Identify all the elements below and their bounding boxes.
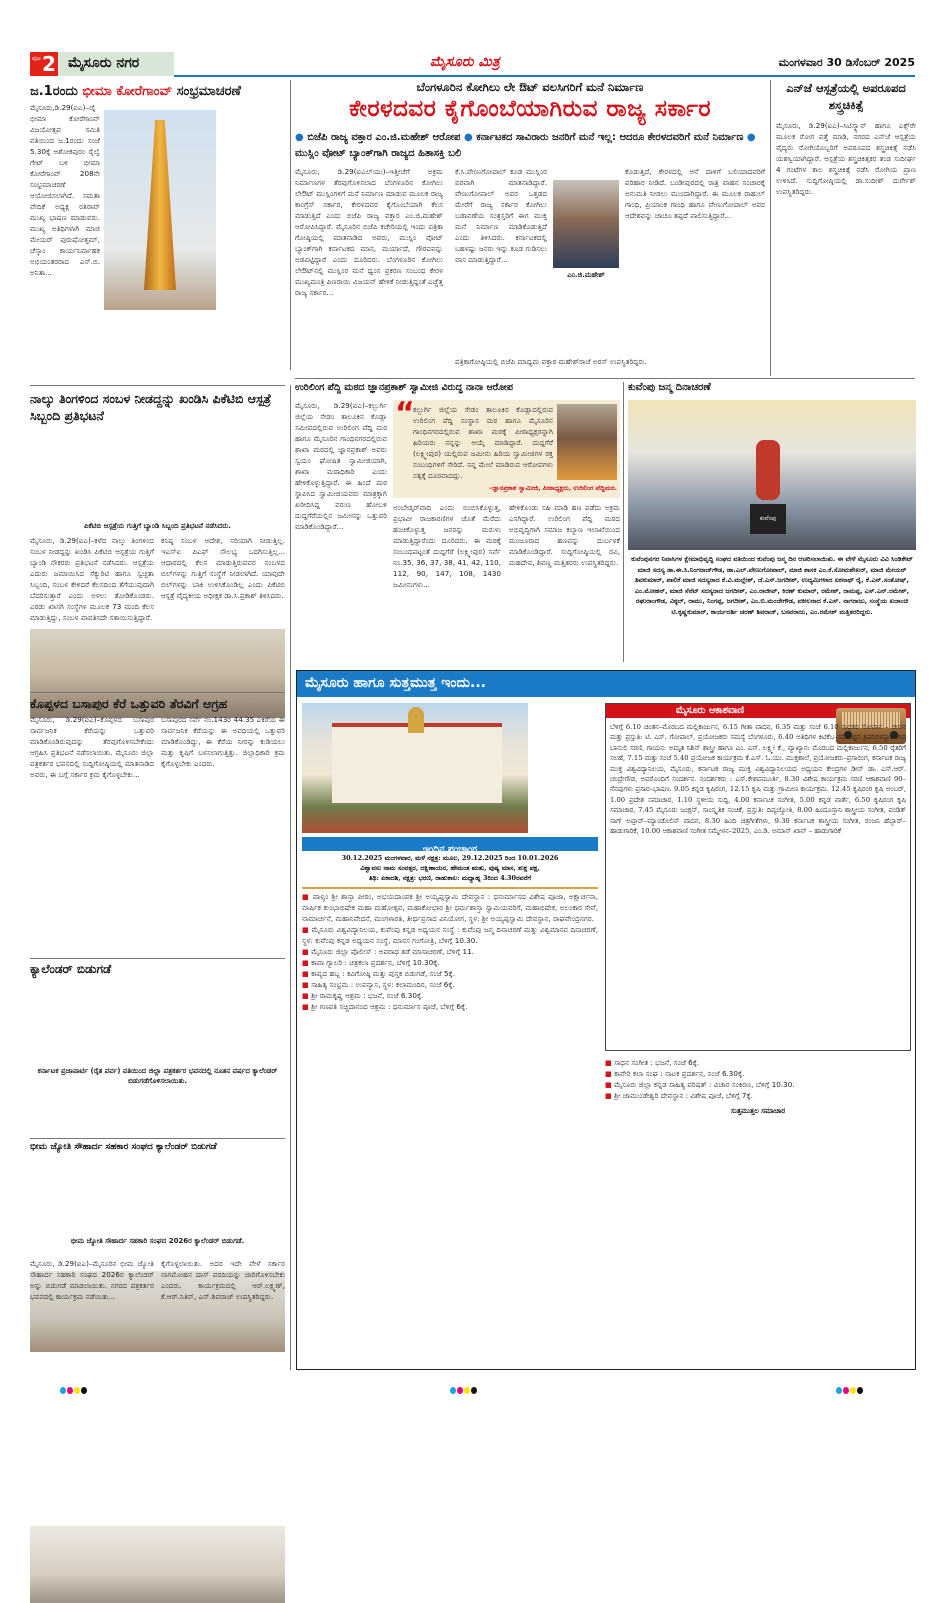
bhima-jyothi-headline: ಭೀಮ ಜ್ಯೋತಿ ಸೌಹಾರ್ದ ಸಹಕಾರ ಸಂಘದ ಕ್ಯಾಲೆಂಡರ್ ಬಿಡುಗಡೆ [30,1142,217,1152]
today-box [296,670,916,1370]
lead-headline: ಕೇರಳದವರ ಕೈಗೊಂಬೆಯಾಗಿರುವ ರಾಜ್ಯ ಸರ್ಕಾರ [348,96,712,122]
right-events-footer: ಸುತ್ತಮುತ್ತಲ ಸಮಾಚಾರ [730,1107,786,1115]
bhima-koregaon-headline: ಜ.1ರಂದು ಭೀಮಾ ಕೋರೆಗಾಂವ್ ಸಂಭ್ರಮಾಚರಣೆ [30,84,241,99]
event-item: ■ ಸಾಧನ ಸಂಗೀತ : ಭಜನೆ, ಸಂಜೆ 6ಕ್ಕೆ. [605,1058,700,1067]
kuvempu-story [628,382,916,662]
event-item: ■ ಮೈಸೂರು ಜಿಲ್ಲಾ ಕನ್ನಡ ಸಾಹಿತ್ಯ ಪರಿಷತ್ : ವಿಚಾರ ಸಂಕಿರಣ, ಬೆಳಿಗ್ಗೆ 10.30. [605,1080,795,1089]
bhima-koregaon-body: ಮೈಸೂರು,ಡಿ.29(ಐಎ)–ಜೈ ಭೀಮಾ ಕೋರೆಗಾಂವ್ ವಿಜಯೋತ್ಸವ ಸಮಿತಿ ವತಿಯಿಂದ ಜ.1ರಂದು ಸಂಜೆ 5.30ಕ್ಕೆ ಅಶೋಕಪುರಂ ರೈಲ್ವೆ ಗೇಟ್ ಬಳಿ ಭೀಮಾ ಕೋರೆಗಾಂವ್ 208ನೇ ಸಂಭ್ರಮಾಚರಣೆ ಆಯೋಜಿಸಲಾಗಿದೆ. ಸಮತಾ ವೇದಿಕೆ ಅಧ್ಯಕ್ಷ ರತಿರಾವ್ ಮುಖ್ಯ ಭಾಷಣ ಮಾಡುವರು. ಮುಖ್ಯ ಅತಿಥಿಗಳಾಗಿ ಮಾಜಿ ಮೇಯರ್ ಪುರುಷೋತ್ತಮ್, ಚೆಸ್ಕಾಂ ಕಾರ್ಯನಿರ್ವಾಹಕ ಅಭಿಯಂತರರಾದ ಎಸ್.ಬಿ. ಅನಿತಾ... [30,103,100,277]
bhima-koregaon-body-right [220,102,285,312]
lead-story [295,80,765,376]
panchanga-title: ಇಂದಿನ ಪಂಚಾಂಗ [422,844,478,855]
akashavani-body: ಬೆಳಿಗ್ಗೆ 6.10 ಚಿಂತನ–ಮೊರಬದ ಮಲ್ಲಿಕಾರ್ಜುನ, 6.15 ಗೀತಾ ವಾದನ, 6.35 ಮತ್ತು ಸಂಜೆ 6.10 ಸಾಧಕರ ಸೋಪಾನ – ಜೀವನ ಮತ್ತು ಪ್ರಸ್ತುತಿ: ಟಿ. ಎಸ್. ಗೋಪಾಲ್, ಪ್ರಯೋಜಕರು ಸಮಸ್ಯೆ ಬೆಂಗಳೂರು, 6.40 ಅತಿಥಿಗಳ ಕಿಟಿಕೆಬ–ಸರ್ಪಾಟ್ಟಿನ ತ್ರಿಪದಿಗಳನ್ನಾಧರಿಸಿದ ಬಾನುಲಿ ಸರಣಿ, ಗಾಯನ: ಅಮೃತ ನಿಶಿನ್ ಶಾಸ್ತ್ರೀ ಹಾಗೂ ಎಂ. ಎಸ್. ಲಕ್ಷ್ಮೀ ಕೆ., ವ್ಯಾಖ್ಯಾನ: ಮೊರಬದ ಮಲ್ಲಿಕಾರ್ಜುನ, 6.50 ರೈತರಿಗೆ ಸಲಹೆ, 7.15 ಮತ್ತು ಸಂಜೆ 5.40 ಪ್ರಯೋಜಕ ಕಾರ್ಯಕ್ರಮ ಕೆ.ಎಸ್. ಓ.ಯು. ಮುಕ್ತಶಾಲೆ, ಪ್ರಯೋಜಕರು–ಪ್ರಸಾರಂಗ, ಕರ್ನಾಟಕ ರಾಜ್ಯ ಮುಕ್ತ ವಿಶ್ವವಿದ್ಯಾನಿಲಯ, ಮೈಸೂರು, ಕರ್ನಾಟಕ ರಾಜ್ಯ ಮುಕ್ತ ವಿಶ್ವವಿದ್ಯಾನಿಲಯದ ಅಧ್ಯಯನ ಕೇಂದ್ರಗಳ ಡೀನ್ ಡಾ. ಎಸ್.ಆರ್. ಚಂದ್ರೇಗೌಡ, ಅವರೊಂದಿಗೆ ಸಂದರ್ಶನ. ಸಂದರ್ಶಕರು : ಎಸ್.ಕೇಶವಮೂರ್ತಿ, 8.30 ವಿಶೇಷ ಕಾರ್ಯಕ್ರಮ ಸರಣಿ ಆಕಾಶವಾಣಿ 90–ನೆನಪುಗಳು ಪ್ರಸಾರ–ಭಾಷಣ. 9.05 ಕನ್ನಡ ಕೃಷಿರಂಗ, 12.15 ಕೃಷಿ ಮತ್ತು ಗ್ರಾಮೀಣ ಕಾರ್ಯಕ್ರಮ. 12.45 ಕೃಷಿರಂಗ ಕೃಷಿ ಅಂಬರ್, 1.00 ಪ್ರದೇಶ ಸಮಾಚಾರ, 1.10 ಸ್ಥಳೀಯ ಸುದ್ದಿ, 4.00 ಕರ್ನಾಟಕ ಸಂಗೀತ, 5.00 ಕನ್ನಡ ವಾರ್ತೆ, 6.50 ಕೃಷಿರಂಗ ಕೃಷಿ ಸಮಾಚಾರ, 7.45 ಮೈಸೂರು ಜಂಕ್ಷನ್, ಸಾಂಸ್ಕೃತಿಕ ಸಂಚಿಕೆ, ಪ್ರಸ್ತುತಿ: ದಿವ್ಯಜ್ಯೋತಿ, 8.00 ಹಿಂದೂಸ್ತಾನಿ ಶಾಸ್ತ್ರೀಯ ಸಂಗೀತ, ಪಂಡಿತ್ ನಾಗ್ ಅಪ್ಪಾರ್–ಮ್ಯಾಂಡೊಲಿನ್ ವಾದನ, 8.30 ಹಿಂದಿ ಚಿತ್ರಗೀತೆಗಳು, 9.30 ಕರ್ನಾಟಕ ಶಾಸ್ತ್ರೀಯ ಸಂಗೀತ, ರಂಜನಿ ಹೆಬ್ಬಾರ್– ಹಾಡುಗಾರಿಕೆ, 10.00 ಆಕಾಶವಾಣಿ ಸಂಗೀತ ಸಮ್ಮೇಳನ–2025, ಎಂ.ಡಿ. ಅಮಾನ್ ಖಾನ್ – ಹಾಡುಗಾರಿಕೆ [610,723,906,836]
nj-hospital-body: ಮೈಸೂರು, ಡಿ.29(ಐಎ)–ಸಿಟಿಸ್ಕ್ಯಾನ್ ಹಾಗೂ ಎಕ್ಸ್‌ರೇ ಮೂಲಕ ರೋಗ ಪತ್ತೆ ಮಾಡಿ, ನಗರದ ಎನ್‌ಜೆ ಆಸ್ಪತ್ರೆಯ ವೈದ್ಯರು ರೋಗಿಯೊಬ್ಬರಿಗೆ ಅಪರೂಪದ ಶಸ್ತ್ರಚಿಕಿತ್ಸೆ ನಡೆಸಿ ಯಶಸ್ವಿಯಾಗಿದ್ದಾರೆ. ಆಸ್ಪತ್ರೆಯ ಶಸ್ತ್ರಚಿಕಿತ್ಸಕರ ತಂಡ ಸುದೀರ್ಘ 4 ಗಂಟೆಗಳ ಕಾಲ ಶಸ್ತ್ರಚಿಕಿತ್ಸೆ ನಡೆಸಿ ರೋಗಿಯ ಪ್ರಾಣ ಉಳಿಸಿದೆ. ಸುದ್ದಿಗೋಷ್ಠಿಯಲ್ಲಿ ಡಾ.ಸುದೀಶ್ ದುರ್ಗೇಶ್ ಉಪಸ್ಥಿತರಿದ್ದರು. [776,121,916,196]
pktb-body-col2: ಕನಿಷ್ಠ ಸಂಬಳ ಆದೇಶ, ಸರಿಯಾಗಿ ನೀಡುತ್ತಿಲ್ಲ. ಇಎಸ್‌ಐ ಪಿಎಫ್ ಸೌಲಭ್ಯ ಒದಗಿಸುತ್ತಿಲ್ಲ... ಆಧಾರದಲ್ಲಿ ಕೆಲಸ ಮಾಡುತ್ತಿರುವವರ ಸಂಬಳದ ಬಿಲ್‌ಗಳನ್ನು ಗುತ್ತಿಗೆ ಸಂಸ್ಥೆಗೆ ನೀಡಲಾಗಿದೆ. ಯಾವುದೇ ಬಿಲ್‌ಗಳನ್ನು ಬಾಕಿ ಉಳಿಸಿಕೊಂಡಿಲ್ಲ ಎಂದು ಪಿಕೆಟಿಬಿ ಆಸ್ಪತ್ರೆ ವೈದ್ಯಕೀಯ ಅಧೀಕ್ಷಕ ಡಾ.ಸಿ.ಪ್ರಕಾಶ್ ತಿಳಿಸಿದರು. [161,536,285,600]
pillar-photo [104,110,216,310]
mysore-palace-photo [302,703,528,833]
lead-body-col2: ಕೆ.ಸಿ.ವೇಣುಗೋಪಾಲ್ ಕೂಡ ಮುಸ್ಲಿಂರ ಪರವಾಗಿ ಮಾತನಾಡಿದ್ದಾರೆ. ವೇಣುಗೋಪಾಲ್ ಅವರ ಒತ್ತಡದ ಮೇರೆಗೆ ರಾಜ್ಯ ಸರ್ಕಾರ ಕೋಗಿಲು ಬಡಾವಣೆಯ ಸಂತ್ರಸ್ತರಿಗೆ ಈಗ ಮುಕ್ತ ಮನೆ ನಿರ್ಮಾಣ ಮಾಡಿಕೊಡುತ್ತಿದೆ ಎಂದು ತಿಳಿಸಿದರು. ಕರ್ನಾಟಕದಲ್ಲಿ ಬಹಳಷ್ಟು ಜನರು ಇನ್ನು ಕೂಡ ಗುಡಿಸಲು ವಾಸ ಮಾಡುತ್ತಿದ್ದಾರೆ... [455,167,547,264]
koppal-headline: ಕೊಪ್ಪಳದ ಬಸಾಪುರ ಕೆರೆ ಒತ್ತುವರಿ ತೆರವಿಗೆ ಆಗ್ರಹ [30,696,228,711]
lead-bullets: ● ಬಿಜೆಪಿ ರಾಜ್ಯ ವಕ್ತಾರ ಎಂ.ಜಿ.ಮಹೇಶ್ ಆರೋಪ ● ಕರ್ನಾಟಕದ ಸಾವಿರಾರು ಜನರಿಗೆ ಮನೆ ಇಲ್ಲ: ಆದರೂ ಕೇರಳದವರಿಗೆ ಮನೆ ನಿರ್ಮಾಣ ● ಮುಸ್ಲಿಂ ವೋಟ್ ಬ್ಯಾಂಕ್‌ಗಾಗಿ ರಾಜ್ಯದ ಹಿತಾಸಕ್ತಿ ಬಲಿ [295,132,756,159]
bhima-jyothi-photo [30,1526,285,1603]
event-item: ■ ಕಾವಾ ಗ್ಯಾಲರಿ : ಚಿತ್ರಕಲಾ ಪ್ರದರ್ಶನ, ಬೆಳಿಗ್ಗೆ 10.30ಕ್ಕೆ. [302,958,440,967]
event-item: ■ ಕಾವೇರಿ ಕಲಾ ಸಂಘ : ನಾಟಕ ಪ್ರದರ್ಶನ, ಸಂಜೆ 6.30ಕ್ಕೆ. [605,1069,745,1078]
mg-mahesh-photo [553,180,619,268]
panchanga-body: 30.12.2025 ಮಂಗಳವಾರ, ಮಳೆ ನಕ್ಷತ್ರ: ಮೂಲ, 29.12.2025 ರಿಂದ 10.01.2026 ವಿಶ್ವಾವಸು ನಾಮ ಸಂವತ್ಸರ, ದಕ್ಷಿಣಾಯನ, ಹೇಮಂತ ಋತು, ಪುಷ್ಯ ಮಾಸ, ಶುಕ್ಲ ಪಕ್ಷ, ತಿಥಿ: ಏಕಾದಶಿ, ನಕ್ಷತ್ರ: ಭರಣಿ, ರಾಹುಕಾಲ: ಮಧ್ಯಾಹ್ನ 3ರಿಂದ 4.30ರವರೆಗೆ [341,854,559,882]
mg-mahesh-caption: ಎಂ.ಜಿ.ಮಹೇಶ್ [567,271,605,279]
koppal-body-col2: ಬಸಾಪುರದ ಸರ್ವೆ ನಂ.143ರ 44.35 ಎಕರೆಯ ಈ ಸಾರ್ವಜನಿಕ ಕೆರೆಯನ್ನು ಈ ಅವಧಿಯಲ್ಲಿ ಒತ್ತುವರಿ ಮಾಡಿಕೊಂಡಿದ್ದು, ಈ ಕೆರೆಯ ನೀರನ್ನು ಕುಡಿಯಲು ಮತ್ತು ಕೃಷಿಗೆ ಬಳಸಲಾಗುತ್ತಿತ್ತು. ಜಿಲ್ಲಾಧಿಕಾರಿ ಕ್ರಮ ಕೈಗೊಳ್ಳಬೇಕು ಎಂದರು. [161,715,285,768]
event-item: ■ ಶ್ರೀ ಚಾಮುಂಡೇಶ್ವರಿ ದೇವಸ್ಥಾನ : ವಿಶೇಷ ಪೂಜೆ, ಬೆಳಿಗ್ಗೆ 7ಕ್ಕೆ. [605,1091,753,1100]
pktb-headline: ನಾಲ್ಕು ತಿಂಗಳಿಂದ ಸಂಬಳ ನೀಡದ್ದನ್ನು ಖಂಡಿಸಿ ಪಿಕೆಟಿಬಿ ಆಸ್ಪತ್ರೆ ಸಿಬ್ಬಂದಿ ಪ್ರತಿಭಟನೆ [30,391,272,423]
kuvempu-statue-photo [628,400,916,550]
protest-photo-caption: ಪಿಕೆಟಿಬಿ ಆಸ್ಪತ್ರೆಯ ಗುತ್ತಿಗೆ ಬ್ಯಾಂಡಿ ಸಿಬ್ಬಂದಿ ಪ್ರತಿಭಟನೆ ನಡೆಸಿದರು. [84,522,231,530]
urilinga-body-col3: ಹೇಳಿಕೊಂಡು ಸಹಿ ಮಾಡಿ ಹಣ ಪಡೆದು ಅಕ್ರಮ ಎಸಗಿದ್ದಾರೆ. ಉರಿಲಿಂಗ ಪೆದ್ದಿ ಮಠದ ಅಭಿವೃದ್ಧಿಗಾಗಿ ಸಮಾಜ ಕಲ್ಯಾಣ ಇಲಾಖೆಯಿಂದ ಮಂಜೂರಾದ ಹಣವನ್ನು ದುರ್ಬಳಕೆ ಮಾಡಿಕೊಂಡಿದ್ದಾರೆ. ಸುದ್ದಿಗೋಷ್ಠಿಯಲ್ಲಿ ರವಿ, ಮಹದೇವ, ಶಿವಣ್ಣ ಮತ್ತಿತರರು ಉಪಸ್ಥಿತರಿದ್ದರು. [509,503,620,567]
swamiji-photo [557,404,617,480]
kuvempu-headline: ಕುವೆಂಪು ಜನ್ಮ ದಿನಾಚರಣೆ [628,382,711,393]
today-header [297,671,915,697]
akashavani-title: ಮೈಸೂರು ಆಕಾಶವಾಣಿ [676,705,745,716]
nj-hospital-headline: ಎನ್‌ಜೆ ಆಸ್ಪತ್ರೆಯಲ್ಲಿ ಅಪರೂಪದ ಶಸ್ತ್ರಚಿಕಿತ್ಸೆ [786,81,906,112]
bhima-jyothi-caption: ಭೀಮ ಜ್ಯೋತಿ ಸೌಹಾರ್ದ ಸಹಕಾರಿ ಸಂಘದ 2026ರ ಕ್ಯಾಲೆಂಡರ್ ಬಿಡುಗಡೆ. [70,1237,245,1245]
event-item: ■ ಕಾವ್ಯದ ಹಬ್ಬ : ಕವಿಗೋಷ್ಠಿ ಮತ್ತು ಪುಸ್ತಕ ಬಿಡುಗಡೆ, ಸಂಜೆ 5ಕ್ಕೆ. [302,969,456,978]
paper-name: ಮೈಸೂರು ಮಿತ್ರ [430,54,500,70]
pktb-body-col1: ಮೈಸೂರು, ಡಿ.29(ಐಎ)–ಕಳೆದ ನಾಲ್ಕು ತಿಂಗಳಿಂದ ಸಂಬಳ ನೀಡದ್ದನ್ನು ಖಂಡಿಸಿ ಪಿಕೆಟಿಬಿ ಆಸ್ಪತ್ರೆಯ ಗುತ್ತಿಗೆ ಬ್ಯಾಂಡಿ ನೌಕರರು ಪ್ರತಿಭಟನೆ ನಡೆಸಿದರು. ಆಸ್ಪತ್ರೆಯ ಎದುರು ಜಮಾಯಿಸಿದ ಸೆಕ್ಯುರಿಟಿ ಹಾಗೂ ಸ್ವಚ್ಛತಾ ಸಿಬ್ಬಂದಿ, ಸಂಬಳ ಕೇಳಿದರೆ ಕೆಲಸದಿಂದ ತೆಗೆಯುವುದಾಗಿ ಬೆದರಿಸುತ್ತಾರೆ ಎಂದು ಅಳಲು ತೋಡಿಕೊಂಡರು. ಎರಡು ಖಾಸಗಿ ಸಂಸ್ಥೆಗಳ ಮೂಲಕ 73 ಮಂದಿ ಕೆಲಸ ಮಾಡುತ್ತಿದ್ದು, ಸಂಬಳ ಪಾವತಿಸದೇ ಸತಾಯಿಸುತ್ತಿದ್ದಾರೆ. [30,536,154,622]
urilinga-body-col1: ಮೈಸೂರು, ಡಿ.29(ಐಎ)–ಕಲ್ಬುರ್ಗಿ ಜಿಲ್ಲೆಯ ಸೇಡಂ ತಾಲೂಕಿನ ಕೊಡ್ಲಾ ಸಮೀಪದಲ್ಲಿರುವ ಉರಿಲಿಂಗ ಪೆದ್ದಿ ಮಠ ಹಾಗೂ ಮೈಸೂರಿನ ಗಾಂಧಿನಗರದಲ್ಲಿರುವ ಶಾಖಾ ಮಠದಲ್ಲಿ ಜ್ಞಾನಪ್ರಕಾಶ್ ಅವರು ಸ್ವಯಂ ಘೋಷಿತ ಸ್ವಾಮೀಜಿಯಾಗಿ, ಶಾಖಾ ಮಠಾಧಿಕಾರಿ ಎಂದು ಹೇಳಿಕೊಳ್ಳುತ್ತಿದ್ದಾರೆ. ಈ ಹಿಂದೆ ಮಠ ಸ್ಥಾಪಿಸಿದ ಸ್ವಾಮೀಜಿಯವರು ಮಾತ್ರಕ್ಕಾಗಿ ಖರೀದಿಸಿದ್ದ ವರುಣ ಹೋಬಳಿ ದುದ್ದಗೆರೆಯಲ್ಲಿನ ಜಮೀನನ್ನು ಒತ್ತುವರಿ ಮಾಡಿಕೊಂಡಿದ್ದಾರೆ... [295,401,387,531]
lead-kicker: ಬೆಂಗಳೂರಿನ ಕೋಗಿಲು ಲೇ ಔಟ್ ವಲಸಿಗರಿಗೆ ಮನೆ ನಿರ್ಮಾಣ [416,80,644,94]
panchanga-header [302,837,598,855]
nj-hospital-story [776,80,916,376]
today-title: ಮೈಸೂರು ಹಾಗೂ ಸುತ್ತಮುತ್ತ ಇಂದು... [305,675,486,691]
urilinga-body-col2: ಅಂಬೇಡ್ಕರ್‌ವಾದಿ ಎಂದು ಬಿಂಬಿಸಿಕೊಳ್ಳುತ್ತ, ಪ್ರಭಾವೀ ರಾಜಕಾರಣಿಗಳ ಜೊತೆ ಮೆರೆದು ಹಂಚಿಕೊಳ್ಳುತ್ತ ಜನರನ್ನು ಮರುಳು ಮಾಡುತ್ತಿದ್ದಾರೆಂದು ದೂರಿದರು. ಈ ಮಠಕ್ಕೆ ಸಂಬಂಧಪಟ್ಟಂತೆ ದುದ್ದಗೆರೆ (ಲಕ್ಷ್ಮೀಪುರ) ಸರ್ವೆ ನಂ.35, 36, 37, 38, 41, 42, 110, 112, 90, 147, 108, 1430 ಜಮೀನುಗಳು... [393,503,501,589]
lead-footer-line: ಪತ್ರಿಕಾಗೋಷ್ಠಿಯಲ್ಲಿ ಬಿಜೆಪಿ ಮಾಧ್ಯಮ ವಕ್ತಾರ ಮಹೇಶ್‌ರಾಜೆ ಅರಸ್ ಉಪಸ್ಥಿತರಿದ್ದರು. [455,357,647,366]
event-item: ■ ಶ್ರೀ ರಾಮಕೃಷ್ಣ ಆಶ್ರಮ : ಭಜನೆ, ಸಂಜೆ 6.30ಕ್ಕೆ. [302,991,424,1000]
page-header [30,52,915,76]
bhima-jyothi-body-col2: ಕೈಗೊಳ್ಳಲಾಯಿತು. ಅದರ ಇದೇ ವೇಳೆ ಸರ್ಕಾರ ನಾಗಮೋಹನ ದಾಸ್ ವರದಿಯನ್ನು ಜಾರಿಗೊಳಿಸಬೇಕು ಎಂದರು. ಕಾರ್ಯಕ್ರಮದಲ್ಲಿ ಆರ್.ಲಕ್ಷ್ಮಣ್, ಕೆ.ಆರ್.ನಿತಿನ್, ಎಸ್.ಶಿವರಾಜ್ ಉಪಸ್ಥಿತರಿದ್ದರು. [161,1259,285,1301]
kuvempu-caption: ಕುವೆಂಪುನಗರ ನಿವಾಸಿಗಳ ಕ್ಷೇಮಾಭಿವೃದ್ಧಿ ಸಂಘದ ವತಿಯಿಂದ ಕುವೆಂಪು ಜನ್ಮ ದಿನ ಆಚರಿಸಲಾಯಿತು. ಈ ವೇಳೆ ಮೈಸೂರು ವಿವಿ ಸಿಂಡಿಕೇಟ್ ಮಾಜಿ ಸದಸ್ಯ ಡಾ.ಈ.ಸಿ.ನಿಂಗರಾಜ್‌ಗೌಡ, ಡಾ.ಎಲ್.ವೇಣುಗೋಪಾಲ್, ಮಾಜಿ ಶಾಸಕ ಎಂ.ಕೆ.ಸೋಮಶೇಖರ್, ಮಾಜಿ ಮೇಯರ್ ಶಿವಕುಮಾರ್, ಪಾಲಿಕೆ ಮಾಜಿ ಸದಸ್ಯರಾದ ಕೆ.ವಿ.ಮಲ್ಲೇಶ್, ಜೆ.ಎಸ್.ಜಗದೀಶ್, ಉದ್ಯಮಿಗಳಾದ ಏಕನಾಥ್ ರೈ, ಕೆ.ಎನ್.ಸಂತೋಷ್, ಎಂ.ಮೋಹನ್, ಮಾಜಿ ಸೆನೆಟ್ ಸದಸ್ಯರಾದ ಜಗದೀಶ್, ಎಂ.ರಾಜೀವ್, ಕಿರಣ್ ಕುಮಾರ್, ರಮೇಶ್, ರಾಮಪ್ಪ, ಎಸ್.ಎನ್.ರಮೇಶ್, ರಘುರಾಂಗೌಡ, ವಿಠ್ಠಲ್, ರಾಮು, ನಿಂಗಪ್ಪ, ಜಗದೀಶ್, ಎಂ.ಬಿ.ಮಂಜೇಗೌಡ, ವಕೀಲರಾದ ಕೆ.ಎಸ್. ನಾಗರಾಜು, ಸಂಸ್ಥೆಯ ಖಜಾಂಚಿ ಟಿ.ಕೃಷ್ಣಕುಮಾರ್, ಕಾರ್ಯದರ್ಶಿ ಚರಣ್ ಶಿವರಾಜ್, ಬಸವರಾಜು, ಎಂ.ರಮೇಶ್ ಮತ್ತಿತರರಿದ್ದರು. [631,555,913,616]
event-item: ■ ಪಾಳ್ಯಂ ಶ್ರೀ ಶಾಸ್ತಾ ಪೀಠಂ, ಅಭಯದಾಂಪಕ ಶ್ರೀ ಅಯ್ಯಪ್ಪಸ್ವಾಮಿ ದೇವಸ್ಥಾನ : ಧನುರ್ಮಾಸದ ವಿಶೇಷ ಪೂಜಾ, ಅಕ್ಷಾರ್ಚನಾ, ವಾರ್ಷಿಕ ಕುಂಭಾಭಿಷೇಕ ಮಹಾ ಮಹೋತ್ಸವ, ಮಹಾಕೋಭಾರ ಶ್ರೀ ಧರ್ಮಶಾಸ್ತಾ ಸ್ವಾಮಿಯವರಿಗೆ, ಮಹಾಭಿಷೇಕ, ಅಲಂಕಾರ ಸೇವೆ, ನಾಮಾರ್ಚನೆ, ಮಹಾನಿವೇದನೆ, ಮಂಗಳಾರತಿ, ತೀರ್ಥಪ್ರಸಾದ ವಿನಿಯೋಗ, ಸ್ಥಳ: ಶ್ರೀ ಅಯ್ಯಪ್ಪಸ್ವಾಮಿ ದೇವಸ್ಥಾನ, ರಾಘವೇಂದ್ರನಗರ. [302,892,598,923]
bhima-jyothi-body-col1: ಮೈಸೂರು, ಡಿ.29(ಐಎ)–ಮೈಸೂರಿನ ಭೀಮ ಜ್ಯೋತಿ ಸೌಹಾರ್ದ ಸಹಕಾರಿ ಸಂಘದ 2026ರ ಕ್ಯಾಲೆಂಡರ್ ಅನ್ನು ಬಿಡುಗಡೆ ಮಾಡಲಾಯಿತು. ನಗರದ ಪತ್ರಕರ್ತರ ಭವನದಲ್ಲಿ ಕಾರ್ಯಕ್ರಮ ನಡೆಯಿತು... [30,1259,154,1301]
page-number-box [30,52,58,76]
registration-marks-center [450,1379,478,1398]
left-column [30,80,285,1370]
section-tab [58,52,174,76]
urilinga-story [295,382,620,662]
calendar-release-headline: ಕ್ಯಾಲೆಂಡರ್ ಬಿಡುಗಡೆ [30,962,112,976]
registration-marks-right [836,1379,864,1398]
event-item: ■ ಸಾಹಿತ್ಯ ಸಂಭ್ರಮ : ಉಪನ್ಯಾಸ, ಸ್ಥಳ: ಕಲಾಮಂದಿರ, ಸಂಜೆ 6ಕ್ಕೆ. [302,980,455,989]
event-item: ■ ಮೈಸೂರು ವಿಶ್ವವಿದ್ಯಾನಿಲಯ, ಕುವೆಂಪು ಕನ್ನಡ ಅಧ್ಯಯನ ಸಂಸ್ಥೆ : ಕುವೆಂಪು ಜನ್ಮ ದಿನಾಚರಣೆ ಮತ್ತು ವಿಶ್ವಮಾನವ ದಿನಾಚರಣೆ, ಸ್ಥಳ: ಕುವೆಂಪು ಕನ್ನಡ ಅಧ್ಯಯನ ಸಂಸ್ಥೆ, ಮಾನಸ ಗಂಗೋತ್ರಿ, ಬೆಳಿಗ್ಗೆ 10.30. [302,925,598,945]
event-item: ■ ಶ್ರೀ ಗಣಪತಿ ಸಚ್ಚಿದಾನಂದ ಆಶ್ರಮ : ಧನುರ್ಮಾಸ ಪೂಜೆ, ಬೆಳಿಗ್ಗೆ 6ಕ್ಕೆ. [302,1002,468,1011]
akashavani-box [605,703,911,1051]
page-number: 2 [42,52,56,76]
events-list [302,891,598,1361]
right-events-list [605,1057,911,1357]
event-item: ■ ಮೈಸೂರು ಜಿಲ್ಲಾ ಪೊಲೀಸ್ : ಅಪರಾಧ ತಡೆ ಮಾಸಾಚರಣೆ, ಬೆಳಿಗ್ಗೆ 11. [302,947,474,956]
quote-attribution: –ಜ್ಞಾನಪ್ರಕಾಶ ಸ್ವಾಮೀಜಿ, ಪೀಠಾಧ್ಯಕ್ಷರು, ಉರಿಲಿಂಗ ಪೆದ್ದಿಮಠ. [488,484,617,492]
registration-marks-left [60,1379,88,1398]
calendar-photo-caption: ಕರ್ನಾಟಕ ಪ್ರಜಾಪಾರ್ಟಿ (ರೈತ ಪರ್ವ) ವತಿಯಿಂದ ಜಿಲ್ಲಾ ಪತ್ರಕರ್ತರ ಭವನದಲ್ಲಿ ನೂತನ ವರ್ಷದ ಕ್ಯಾಲೆಂಡರ್ ಬಿಡುಗಡೆಗೊಳಿಸಲಾಯಿತು. [37,1067,278,1085]
page-label: ಪುಟ [32,55,41,62]
koppal-body-col1: ಮೈಸೂರು, ಡಿ.29(ಐಎ)–ಕೊಪ್ಪಳದ ಬಸಾಪುರ ಸಾರ್ವಜನಿಕ ಕೆರೆಯನ್ನು ಒತ್ತುವರಿ ಮಾಡಿಕೊಂಡಿರುವುದನ್ನು ತೆರವುಗೊಳಿಸಬೇಕೆಂದು ಆಗ್ರಹಿಸಿ ಪ್ರತಿಭಟನೆ ನಡೆಸಲಾಯಿತು. ಮೈಸೂರು ಜಿಲ್ಲಾ ಪತ್ರಕರ್ತರ ಭವನದಲ್ಲಿ ಸುದ್ದಿಗೋಷ್ಠಿಯಲ್ಲಿ ಮಾತನಾಡಿದ ಅವರು, ಈ ಬಗ್ಗೆ ಸರ್ಕಾರ ಕ್ರಮ ಕೈಗೊಳ್ಳಬೇಕು... [30,715,154,779]
lead-body-col3: ಕೊಡುತ್ತಿದೆ, ಕೇರಳದಲ್ಲಿ ಆನೆ ದಾಳಿಗೆ ಬಲಿಯಾದವರಿಗೆ ಪರಿಹಾರ ನೀಡಿದೆ. ಬಂಡೀಪುರದಲ್ಲಿ ರಾತ್ರಿ ವಾಹನ ಸಂಚಾರಕ್ಕೆ ಅನುಮತಿ ನೀಡಲು ಮುಂದಾಗಿದ್ದಾರೆ. ಈ ಮೂಲಕ ರಾಹುಲ್ ಗಾಂಧಿ, ಪ್ರಿಯಾಂಕ ಗಾಂಧಿ ಹಾಗೂ ವೇಣುಗೋಪಾಲ್ ಅವರ ಆದೇಶವನ್ನು ಚಾಚೂ ತಪ್ಪದೆ ಪಾಲಿಸುತ್ತಿದ್ದಾರೆ... [625,167,765,220]
statue-plaque: ಕುವೆಂಪು [750,504,786,534]
lead-body-col1: ಮೈಸೂರು, ಡಿ.29(ಐಎಲ್‌ಯು)–ಇತ್ತೀಚೆಗೆ ಅಕ್ರಮ ನಿರ್ಮಾಣಗಳ ತೆರವುಗೊಳಿಸಲಾದ ಬೆಂಗಳೂರಿನ ಕೋಗಿಲು ಲೇಔಟ್ ಮುಸ್ಲಿಂಗಳಿಗೆ ಮನೆ ನಿರ್ಮಾಣ ಮಾಡುವ ಮೂಲಕ ರಾಜ್ಯ ಕಾಂಗ್ರೆಸ್ ಸರ್ಕಾರ, ಕೇರಳದವರ ಕೈಗೊಂಬೆಯಾಗಿ ಕೆಲಸ ಮಾಡುತ್ತಿದೆ ಎಂದು ಬಿಜೆಪಿ ರಾಜ್ಯ ವಕ್ತಾರ ಎಂ.ಜಿ.ಮಹೇಶ್ ಆರೋಪಿಸಿದ್ದಾರೆ. ಮೈಸೂರಿನ ಬಿಜೆಪಿ ಕಚೇರಿಯಲ್ಲಿ ಇಂದು ಪತ್ರಿಕಾ ಗೋಷ್ಠಿಯಲ್ಲಿ ಮಾತನಾಡಿದ ಅವರು, ಮುಸ್ಲಿಂ ವೋಟ್ ಬ್ಯಾಂಕ್‌ಗಾಗಿ ಕರ್ನಾಟಕದ ಮಾನ, ಮರ್ಯಾದೆ, ಗೌರವವನ್ನು ಅಡವಿಟ್ಟಿದ್ದಾರೆ ಎಂದು ದೂರಿದರು. ಬೆಂಗಳೂರಿನ ಕೋಗಿಲು ಲೇಔಟ್‌ನಲ್ಲಿ ಮುಸ್ಲಿಂರ ಮನೆ ಧ್ವಂಸ ಪ್ರಕರಣ ಸಂಬಂಧ ಕೇರಳ ಮುಖ್ಯಮಂತ್ರಿ ಪಿಣರಾಯಿ ವಿಜಯನ್ ಹೇಳಿಕೆ ನೀಡುತ್ತಿದ್ದಂತೆ ಎಚ್ಚೆತ್ತ ರಾಜ್ಯ ಸರ್ಕಾರ... [295,167,443,297]
section-name: ಮೈಸೂರು ನಗರ [68,55,140,71]
urilinga-headline: ಉರಿಲಿಂಗ ಪೆದ್ದಿ ಮಠದ ಜ್ಞಾನಪ್ರಕಾಶ್ ಸ್ವಾಮೀಜಿ ವಿರುದ್ಧ ನಾನಾ ಆರೋಪ [295,382,514,393]
issue-date: ಮಂಗಳವಾರ 30 ಡಿಸೆಂಬರ್ 2025 [778,56,915,69]
events-divider [302,887,598,889]
quote-text: ಕಲ್ಬುರ್ಗಿ ಜಿಲ್ಲೆಯ ಸೇಡಂ ತಾಲೂಕಿನ ಕೊಡ್ಲಾದಲ್ಲಿರುವ ಉರಿಲಿಂಗ ಪೆದ್ದಿ ಸಂಸ್ಥಾನ ಮಠ ಹಾಗೂ ಮೈಸೂರಿನ ಗಾಂಧಿನಗರದಲ್ಲಿರುವ ಶಾಖಾ ಮಠಕ್ಕೆ ಪೀಠಾಧ್ಯಕ್ಷರನ್ನಾಗಿ ಹಿರಿಯರು ನನ್ನನ್ನು ಆಯ್ಕೆ ಮಾಡಿದ್ದಾರೆ. ದುದ್ದಗೆರೆ (ಲಕ್ಷ್ಮೀಪುರ) ಯಲ್ಲಿರುವ ಜಮೀನು ಹಿರಿಯ ಸ್ವಾಮೀಜಿಗಳ ರಕ್ತ ಸಂಬಂಧಿಗಳಿಗೆ ಸೇರಿದೆ. ನನ್ನ ಮೇಲೆ ಮಾಡಿರುವ ಆರೋಪಗಳು ಸತ್ಯಕ್ಕೆ ದೂರವಾದದ್ದು. [413,405,553,480]
quote-box [393,396,620,498]
header-rule [174,75,915,77]
quote-mark-icon: “ [395,396,415,431]
